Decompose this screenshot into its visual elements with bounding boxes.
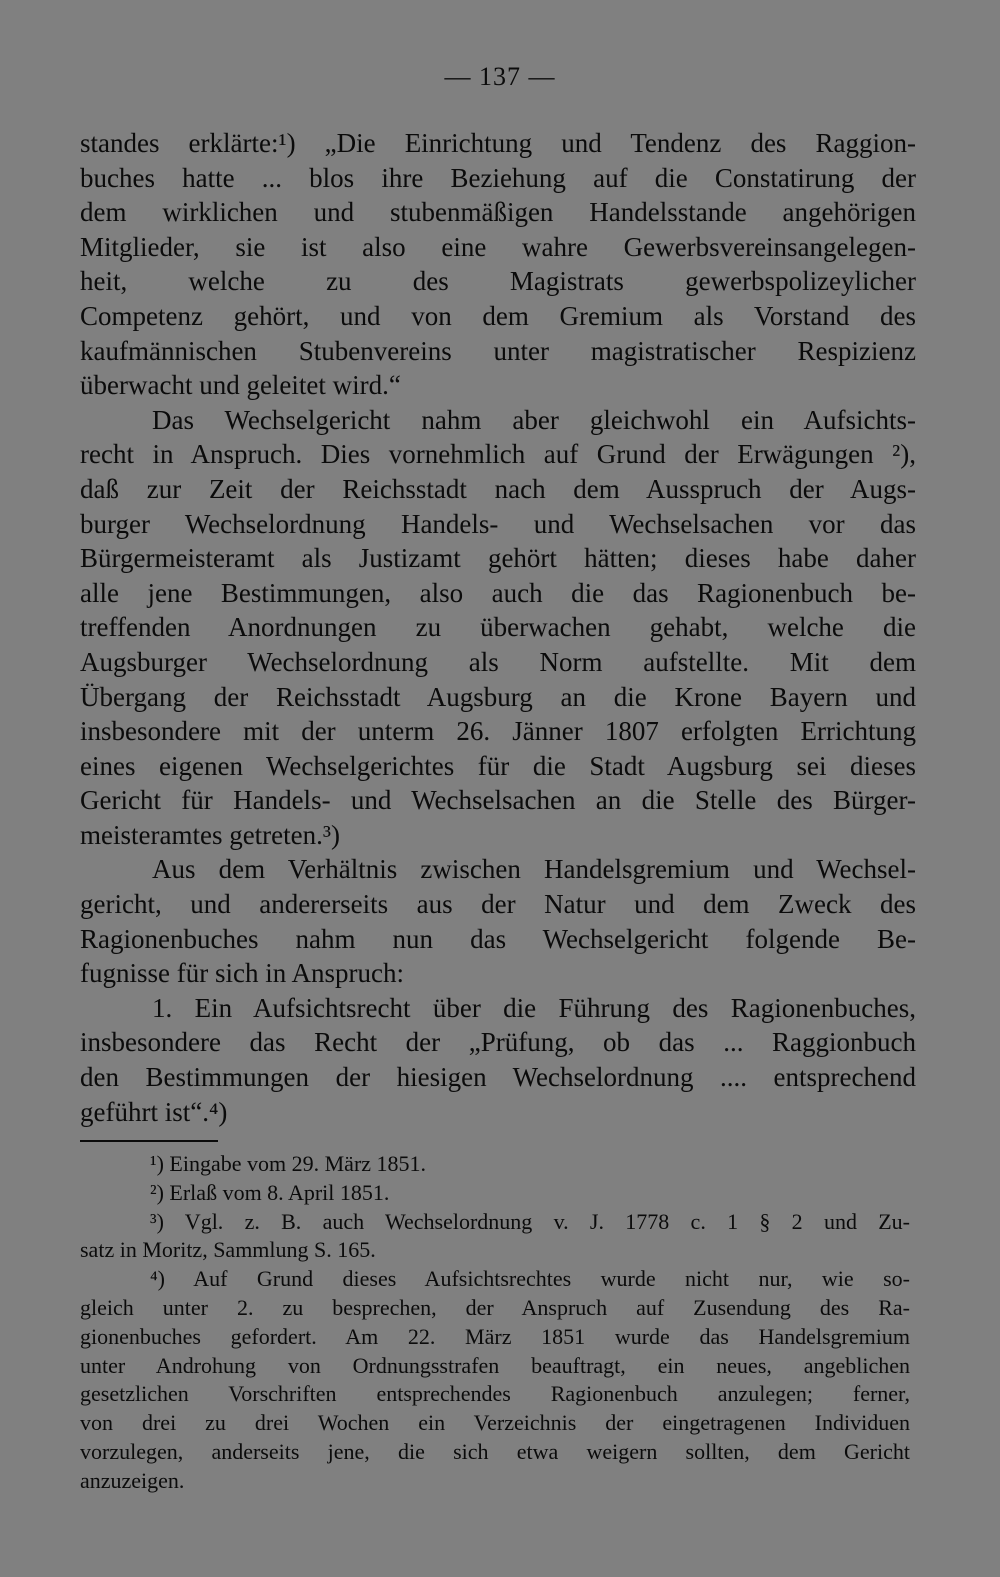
text-line: buches hatte ... blos ihre Beziehung auf die Constatirung der — [80, 162, 916, 193]
text-line: Gericht für Handels- und Wechselsachen an die Stelle des Bürger- — [80, 785, 916, 816]
text-line: kaufmännischen Stubenvereins unter magistratischer Respizienz — [80, 335, 916, 366]
footnotes — [80, 1150, 910, 1496]
text-line: heit, welche zu des Magistrats gewerbspolizeylicher — [80, 266, 916, 297]
text-line: meisteramtes getreten.³) — [80, 819, 340, 850]
footnote-line: vorzulegen, anderseits jene, die sich etwa weigern sollten, dem Gericht — [80, 1438, 910, 1464]
text-line: daß zur Zeit der Reichsstadt nach dem Ausspruch der Augs- — [80, 473, 916, 504]
text-line: gericht, und andererseits aus der Natur und dem Zweck des — [80, 889, 916, 920]
text-line: Ragionenbuches nahm nun das Wechselgericht folgende Be- — [80, 923, 916, 954]
text-line: standes erklärte:¹) „Die Einrichtung und Tendenz des Raggion- — [80, 128, 916, 158]
text-line: geführt ist“.⁴) — [80, 1096, 228, 1127]
footnote-line: gesetzlichen Vorschriften entsprechendes Ragionenbuch anzulegen; ferner, — [80, 1381, 910, 1407]
text-line: Mitglieder, sie ist also eine wahre Gewerbsvereinsangelegen- — [80, 231, 916, 262]
text-line: Augsburger Wechselordnung als Norm aufstellte. Mit dem — [80, 646, 916, 677]
footnote-line: anzuzeigen. — [80, 1467, 185, 1493]
text-line: Aus dem Verhältnis zwischen Handelsgremium und Wechsel- — [152, 854, 916, 885]
text-line: dem wirklichen und stubenmäßigen Handelsstande angehörigen — [80, 197, 916, 228]
text-line: den Bestimmungen der hiesigen Wechselordnung .... entsprechend — [80, 1062, 916, 1093]
text-line: insbesondere das Recht der „Prüfung, ob das ... Raggionbuch — [80, 1027, 916, 1058]
text-line: Übergang der Reichsstadt Augsburg an die Krone Bayern und — [80, 681, 916, 712]
footnote-line: von drei zu drei Wochen ein Verzeichnis der eingetragenen Individuen — [80, 1410, 910, 1436]
text-line: fugnisse für sich in Anspruch: — [80, 958, 404, 989]
footnote-line: ⁴) Auf Grund dieses Aufsichtsrechtes wurde nicht nur, wie so- — [150, 1266, 910, 1292]
footnote-divider — [80, 1140, 218, 1142]
text-line: Competenz gehört, und von dem Gremium als Vorstand des — [80, 300, 916, 331]
text-line: Das Wechselgericht nahm aber gleichwohl ein Aufsichts- — [152, 404, 916, 435]
text-line: insbesondere mit der unterm 26. Jänner 1807 erfolgten Errichtung — [80, 716, 916, 747]
main-text — [80, 126, 916, 1129]
footnote-line: ³) Vgl. z. B. auch Wechselordnung v. J. 1778 c. 1 § 2 und Zu- — [150, 1208, 910, 1234]
footnote-line: unter Androhung von Ordnungsstrafen beauftragt, ein neues, angeblichen — [80, 1352, 910, 1378]
text-line: überwacht und geleitet wird.“ — [80, 370, 401, 401]
footnote-line: satz in Moritz, Sammlung S. 165. — [80, 1237, 376, 1263]
text-line: eines eigenen Wechselgerichtes für die Stadt Augsburg sei dieses — [80, 750, 916, 781]
text-line: recht in Anspruch. Dies vornehmlich auf Grund der Erwägungen ²), — [80, 439, 916, 470]
footnote-line: ¹) Eingabe vom 29. März 1851. — [150, 1151, 427, 1176]
text-line: burger Wechselordnung Handels- und Wechselsachen vor das — [80, 508, 916, 539]
text-line: alle jene Bestimmungen, also auch die das Ragionenbuch be- — [80, 577, 916, 608]
footnote-line: ²) Erlaß vom 8. April 1851. — [150, 1179, 390, 1205]
footnote-line: gleich unter 2. zu besprechen, der Anspruch auf Zusendung des Ra- — [80, 1294, 910, 1320]
text-line: 1. Ein Aufsichtsrecht über die Führung des Ragionenbuches, — [152, 992, 916, 1023]
footnote-line: gionenbuches gefordert. Am 22. März 1851 wurde das Handelsgremium — [80, 1323, 910, 1349]
page-number: — 137 — — [444, 62, 556, 91]
text-line: Bürgermeisteramt als Justizamt gehört hätten; dieses habe daher — [80, 543, 916, 574]
text-line: treffenden Anordnungen zu überwachen gehabt, welche die — [80, 612, 916, 643]
